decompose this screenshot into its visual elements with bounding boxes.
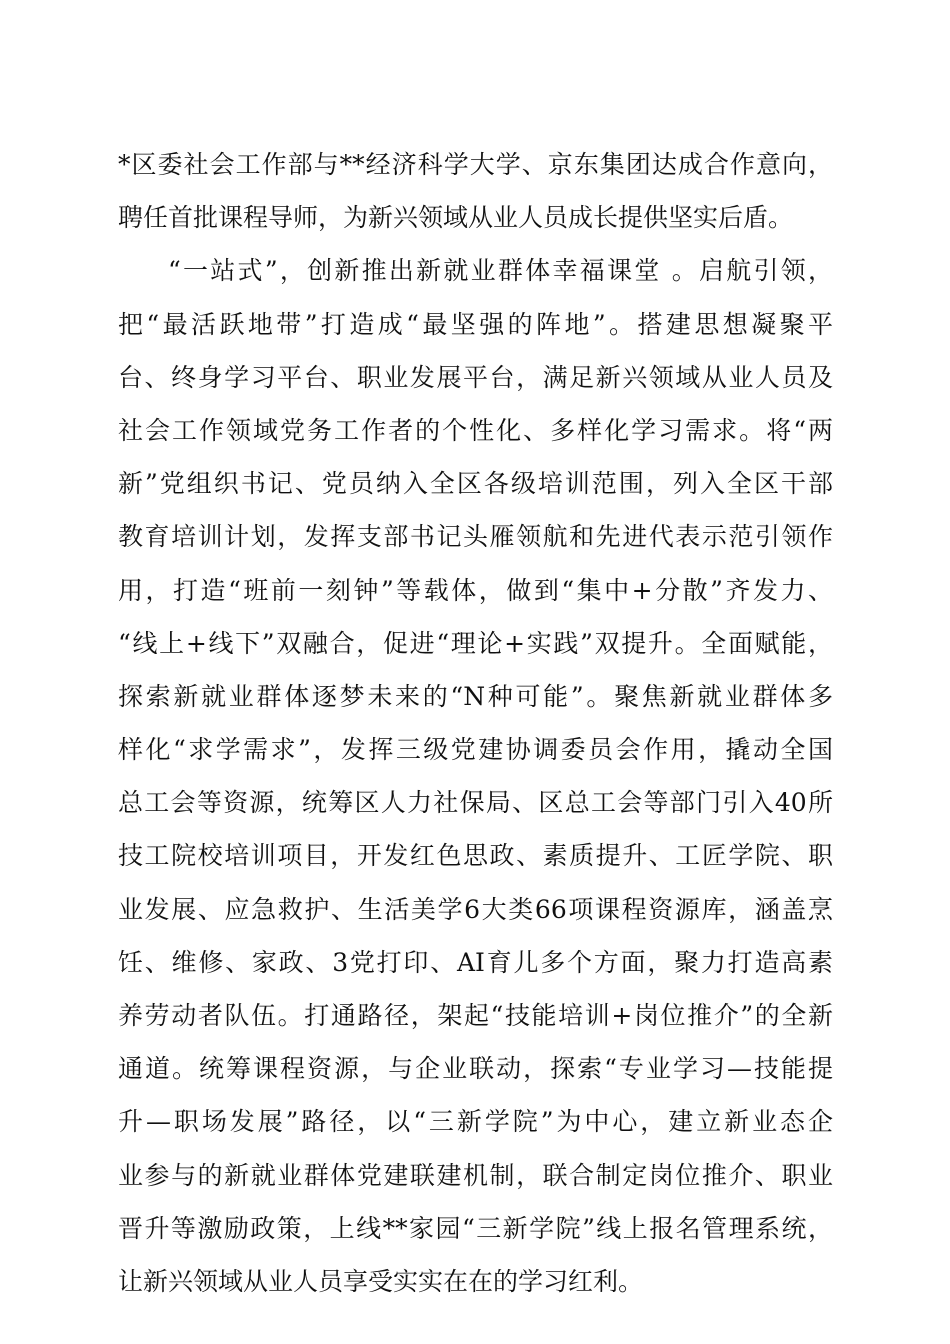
text-line: 样化“求学需求”，发挥三级党建协调委员会作用，撬动全国: [118, 735, 833, 765]
text-line: 晋升等激励政策，上线**家园“三新学院”线上报名管理系统，: [118, 1213, 833, 1243]
text-line: 业参与的新就业群体党建联建机制，联合制定岗位推介、职业: [118, 1160, 833, 1190]
text-line: 探索新就业群体逐梦未来的“N种可能”。聚焦新就业群体多: [118, 681, 833, 711]
text-line: 通道。统筹课程资源，与企业联动，探索“专业学习—技能提: [118, 1054, 833, 1084]
text-line: 聘任首批课程导师，为新兴领域从业人员成长提供坚实后盾。: [118, 203, 794, 233]
paragraph-2: [118, 244, 833, 1308]
text-line: “一站式”，创新推出新就业群体幸福课堂 。启航引领，: [168, 256, 833, 286]
text-line: “线上+线下”双融合，促进“理论+实践”双提升。全面赋能，: [118, 628, 833, 658]
text-line: 把“最活跃地带”打造成“最坚强的阵地”。搭建思想凝聚平: [118, 309, 833, 339]
text-line: 业发展、应急救护、生活美学6大类66项课程资源库，涵盖烹: [118, 894, 833, 924]
text-line: 教育培训计划，发挥支部书记头雁领航和先进代表示范引领作: [118, 522, 833, 552]
text-line: 养劳动者队伍。打通路径，架起“技能培训+岗位推介”的全新: [118, 1001, 833, 1030]
text-line: 用，打造“班前一刻钟”等载体，做到“集中+分散”齐发力、: [118, 575, 833, 605]
text-line: 台、终身学习平台、职业发展平台，满足新兴领域从业人员及: [118, 362, 833, 392]
text-line: 升—职场发展”路径，以“三新学院”为中心，建立新业态企: [118, 1107, 833, 1137]
text-line: 让新兴领域从业人员享受实实在在的学习红利。: [118, 1266, 644, 1296]
text-line: 饪、维修、家政、3党打印、AI育儿多个方面，聚力打造高素: [118, 947, 833, 977]
paragraph-1: [118, 138, 833, 244]
text-line: 新”党组织书记、党员纳入全区各级培训范围，列入全区干部: [118, 469, 833, 499]
text-line: 社会工作领域党务工作者的个性化、多样化学习需求。将“两: [118, 415, 833, 445]
text-line: *区委社会工作部与**经济科学大学、京东集团达成合作意向，: [118, 150, 833, 179]
text-line: 技工院校培训项目，开发红色思政、素质提升、工匠学院、职: [118, 841, 833, 871]
text-line: 总工会等资源，统筹区人力社保局、区总工会等部门引入40所: [118, 788, 833, 818]
body-text: [118, 138, 833, 1308]
